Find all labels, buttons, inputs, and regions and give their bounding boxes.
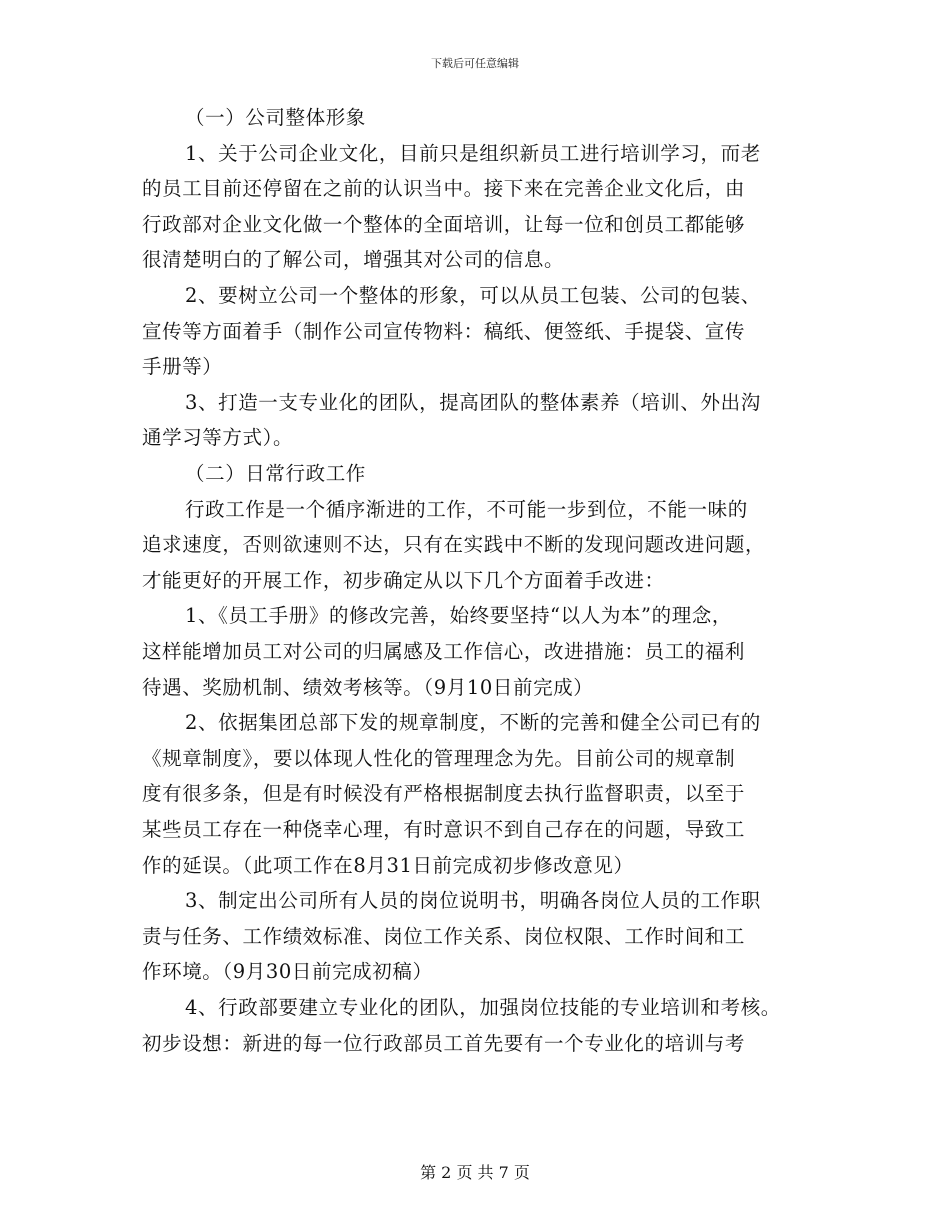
paragraph-line: 待遇、奖励机制、绩效考核等。（9月10日前完成） (142, 675, 594, 699)
paragraph-line: 宣传等方面着手（制作公司宣传物料：稿纸、便签纸、手提袋、宣传 (142, 319, 746, 343)
page-footer: 第 2 页 共 7 页 (420, 1163, 530, 1182)
paragraph-first-line: 行政工作是一个循序渐进的工作，不可能一步到位，不能一味的 (185, 497, 748, 521)
paragraph-first-line: 4、行政部要建立专业化的团队，加强岗位技能的专业培训和考核。 (185, 996, 781, 1019)
paragraph-line: 通学习等方式）。 (142, 426, 294, 450)
paragraph-line: 的员工目前还停留在之前的认识当中。接下来在完善企业文化后，由 (142, 177, 746, 201)
paragraph-line: 《规章制度》，要以体现人性化的管理理念为先。目前公司的规章制 (142, 746, 736, 770)
paragraph-first-line: 2、依据集团总部下发的规章制度，不断的完善和健全公司已有的 (185, 711, 761, 735)
paragraph-line: 作环境。（9月30日前完成初稿） (142, 960, 433, 984)
paragraph-line: 才能更好的开展工作，初步确定从以下几个方面着手改进： (142, 568, 665, 592)
paragraph-first-line: （一）公司整体形象 (185, 106, 366, 129)
paragraph-line: 责与任务、工作绩效标准、岗位工作关系、岗位权限、工作时间和工 (142, 924, 746, 948)
page-header: 下载后可任意编辑 (431, 57, 519, 70)
paragraph-first-line: （二）日常行政工作 (185, 462, 366, 485)
paragraph-line: 行政部对企业文化做一个整体的全面培训，让每一位和创员工都能够 (142, 212, 746, 236)
paragraph-line: 手册等） (142, 355, 223, 379)
paragraph-line: 这样能增加员工对公司的归属感及工作信心，改进措施：员工的福利 (142, 640, 746, 663)
paragraph-line: 度有很多条，但是有时候没有严格根据制度去执行监督职责，以至于 (142, 782, 746, 806)
paragraph-line: 作的延误。（此项工作在8月31日前完成初步修改意见） (142, 853, 634, 877)
paragraph-first-line: 1、《员工手册》的修改完善，始终要坚持“以人为本”的理念， (185, 604, 732, 628)
paragraph-line: 某些员工存在一种侥幸心理，有时意识不到自己存在的问题，导致工 (142, 818, 746, 841)
paragraph-first-line: 1、关于公司企业文化，目前只是组织新员工进行培训学习，而老 (185, 141, 761, 165)
paragraph-line: 追求速度，否则欲速则不达，只有在实践中不断的发现问题改进问题， (142, 533, 766, 557)
paragraph-first-line: 3、打造一支专业化的团队，提高团队的整体素养（培训、外出沟 (185, 390, 761, 414)
paragraph-line: 很清楚明白的了解公司，增强其对公司的信息。 (142, 248, 565, 272)
paragraph-first-line: 2、要树立公司一个整体的形象，可以从员工包装、公司的包装、 (185, 284, 761, 307)
paragraph-first-line: 3、制定出公司所有人员的岗位说明书，明确各岗位人员的工作职 (185, 889, 761, 913)
paragraph-line: 初步设想：新进的每一位行政部员工首先要有一个专业化的培训与考 (142, 1031, 746, 1055)
